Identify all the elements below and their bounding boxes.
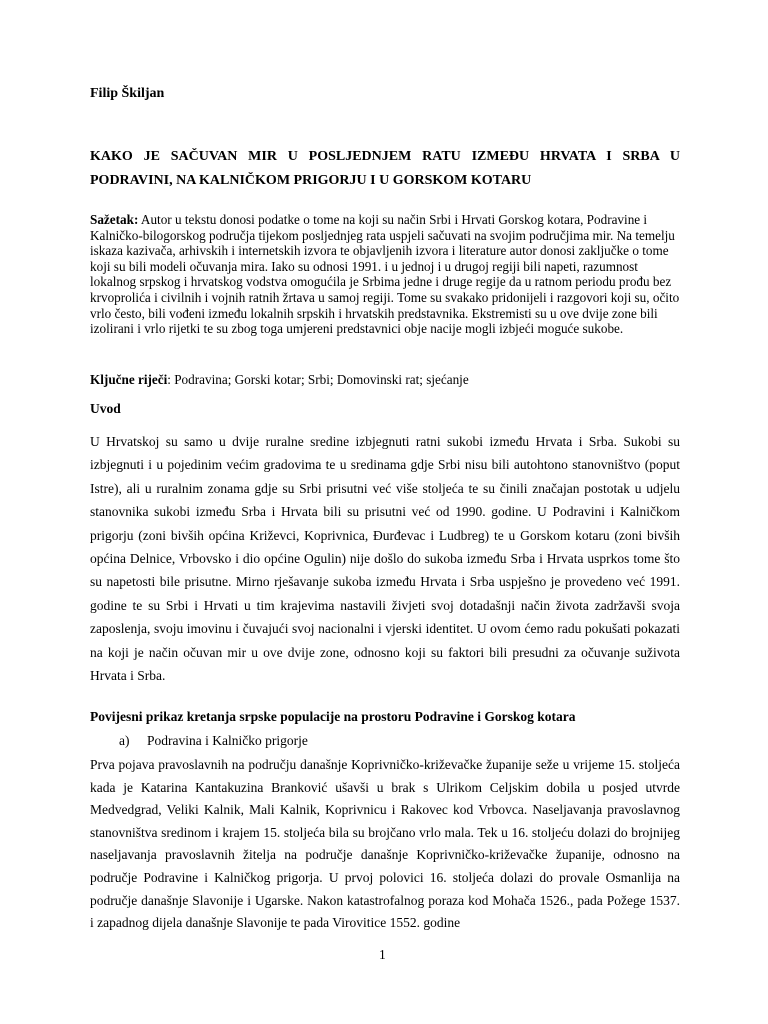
author-name: Filip Škiljan — [90, 86, 165, 101]
keywords — [90, 372, 680, 388]
subsection-marker: a) — [119, 733, 130, 748]
intro-paragraph: U Hrvatskoj su samo u dvije ruralne sredine izbjegnuti ratni sukobi između Hrvata i Srba. Sukobi su izbjegnuti i u pojedinim većim gradovima te u sredinama gdje Srbi nisu bili autohtono stanovništvo (poput Istre), ali u ruralnim zonama gdje su Srbi prisutni već više stoljeća te su činili značajan postotak u udjelu stanovnika sukobi između Srba i Hrvata bili su prisutni već od 1990. godine. U Podravini i Kalničkom prigorju (zoni bivših općina Križevci, Koprivnica, Đurđevac i Ludbreg) te u Gorskom kotaru (zoni bivših općina Delnice, Vrbovsko i dio općine Ogulin) nije došlo do sukoba između Srba i Hrvata usprkos tome što su napetosti bile prisutne. Mirno rješavanje sukoba između Hrvata i Srba uspješno je provedeno već 1991. godine te su Srbi i Hrvati u tim krajevima nastavili živjeti svoj dotadašnji način života zadržavši svoja zaposlenja, svoju imovinu i čuvajući svoj nacionalni i vjerski identitet. U ovom ćemo radu pokušati pokazati na koji je način očuvan mir u ove dvije zone, odnosno koji su faktori bili presudni za očuvanje suživota Hrvata i Srba. — [90, 434, 680, 684]
section-heading-history: Povijesni prikaz kretanja srpske populacije na prostoru Podravine i Gorskog kotara — [90, 709, 576, 724]
section-heading-intro: Uvod — [90, 401, 121, 416]
keywords-text: : Podravina; Gorski kotar; Srbi; Domovinski rat; sjećanje — [167, 372, 469, 387]
abstract — [90, 212, 680, 337]
page-number: 1 — [379, 947, 386, 962]
subsection-heading — [119, 733, 308, 749]
paper-title: KAKO JE SAČUVAN MIR U POSLJEDNJEM RATU IZMEĐU HRVATA I SRBA U PODRAVINI, NA KALNIČKOM PRIGORJU I U GORSKOM KOTARU — [90, 149, 680, 188]
keywords-label: Ključne riječi — [90, 372, 168, 387]
section-paragraph: Prva pojava pravoslavnih na području današnje Koprivničko-križevačke županije seže u vrijeme 15. stoljeća kada je Katarina Kantakuzina Branković ušavši u brak s Ulrikom Celjskim dobila u posjed utvrde Medvedgrad, Veliki Kalnik, Mali Kalnik, Koprivnicu i Rakovec kod Vrbovca. Naseljavanja pravoslavnog stanovništva sredinom i krajem 15. stoljeća bila su brojčano vrlo mala. Tek u 16. stoljeću dolazi do brojnijeg naseljavanja pravoslavnih žitelja na područje današnje Koprivničko-križevačke županije, odnosno na područje Podravine i Kalničkog prigorja. U prvoj polovici 16. stoljeća dolazi do provale Osmanlija na područje današnje Slavonije i Ugarske. Nakon katastrofalnog poraza kod Mohača 1526., pada Požege 1537. i zapadnog dijela današnje Slavonije te pada Virovitice 1552. godine — [90, 757, 680, 931]
subsection-title: Podravina i Kalničko prigorje — [147, 733, 308, 748]
abstract-label: Sažetak: — [90, 212, 139, 227]
abstract-text: Autor u tekstu donosi podatke o tome na koji su način Srbi i Hrvati Gorskog kotara, Podravine i Kalničko-bilogorskog područja tijekom posljednjeg rata uspjeli sačuvati na svojim područjima mir. Na temelju iskaza kazivača, arhivskih i internetskih izvora te objavljenih izvora i literature autor donosi zaključke o tome koji su bili modeli očuvanja mira. Iako su odnosi 1991. i u jednoj i u drugoj regiji bili napeti, razumnost lokalnog srpskog i hrvatskog vodstva omogućila je Srbima jedne i druge regije da u ratnom periodu prođu bez krvoprolića i civilnih i vojnih ratnih žrtava u samoj regiji. Tome su svakako pridonijeli i razgovori koji su, očito vrlo često, bili vođeni između lokalnih srpskih i hrvatskih predstavnika. Ekstremisti su u ove dvije zone bili izolirani i vrlo rijetki te su zbog toga umjereni predstavnici obje nacije mogli izbjeći moguće sukobe. — [90, 212, 680, 337]
